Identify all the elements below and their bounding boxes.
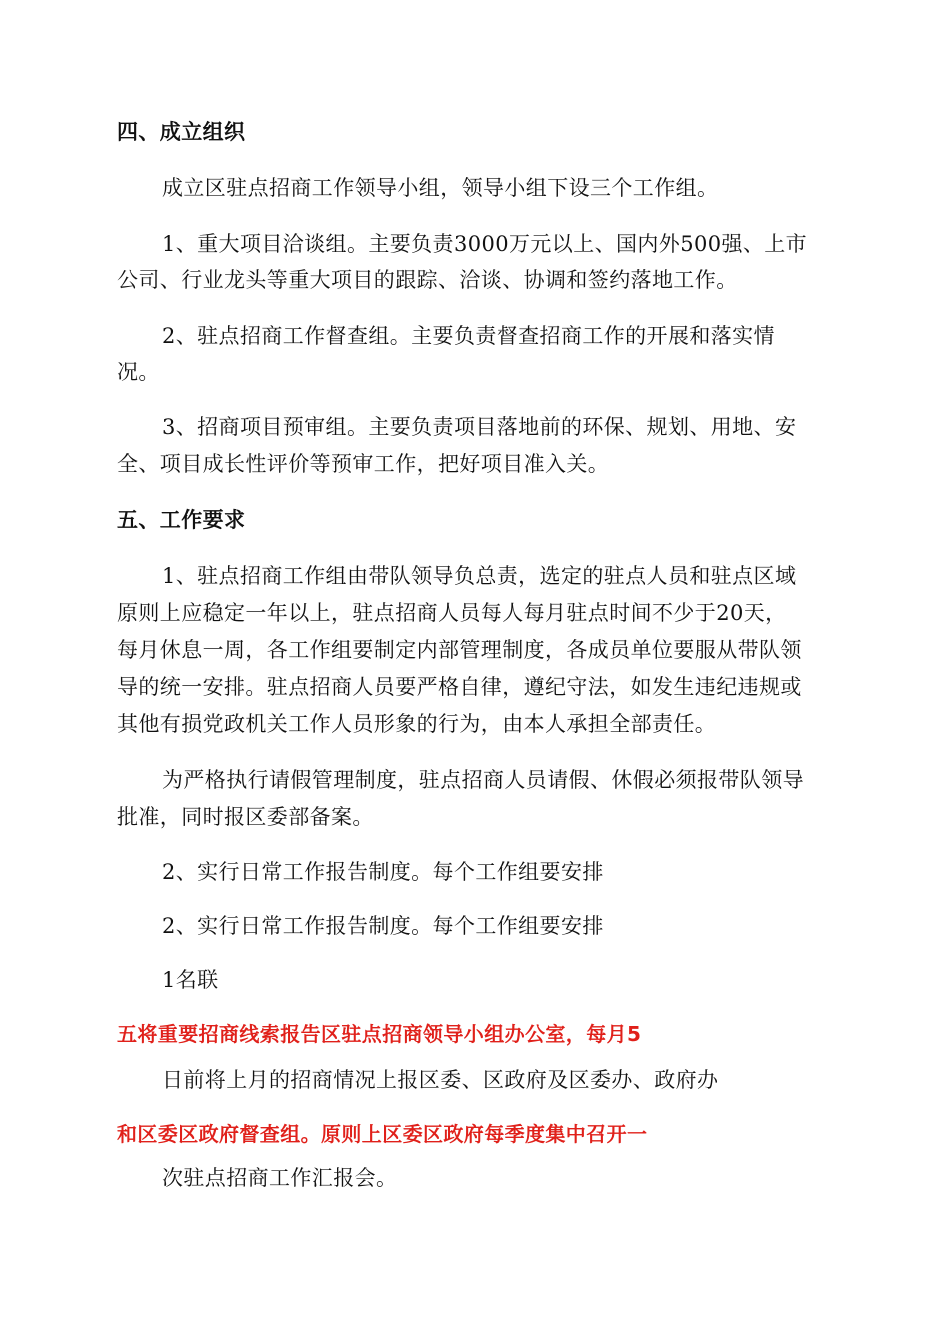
- paragraph-line: 成立区驻点招商工作领导小组，领导小组下设三个工作组。: [162, 176, 719, 200]
- paragraph-line: 日前将上月的招商情况上报区委、区政府及区委办、政府办: [162, 1068, 719, 1092]
- paragraph-line: 批准，同时报区委部备案。: [117, 805, 374, 829]
- paragraph-line: 次驻点招商工作汇报会。: [162, 1166, 398, 1190]
- highlighted-line: 五将重要招商线索报告区驻点招商领导小组办公室，每月5: [117, 1022, 642, 1046]
- paragraph-line: 况。: [117, 360, 160, 384]
- paragraph-line: 原则上应稳定一年以上，驻点招商人员每人每月驻点时间不少于20天，: [117, 601, 787, 625]
- section-heading-4: 四、成立组织: [117, 120, 246, 144]
- paragraph-line: 全、项目成长性评价等预审工作，把好项目准入关。: [117, 452, 610, 476]
- paragraph-line: 1、驻点招商工作组由带队领导负总责，选定的驻点人员和驻点区域: [162, 564, 797, 588]
- paragraph-line: 其他有损党政机关工作人员形象的行为，由本人承担全部责任。: [117, 712, 717, 736]
- paragraph-line: 每月休息一周，各工作组要制定内部管理制度，各成员单位要服从带队领: [117, 638, 802, 662]
- highlighted-line: 和区委区政府督查组。原则上区委区政府每季度集中召开一: [117, 1122, 648, 1146]
- section-heading-5: 五、工作要求: [117, 508, 246, 532]
- paragraph-line: 公司、行业龙头等重大项目的跟踪、洽谈、协调和签约落地工作。: [117, 268, 738, 292]
- paragraph-line: 1名联: [162, 968, 219, 992]
- paragraph-line: 1、重大项目洽谈组。主要负责3000万元以上、国内外500强、上市: [162, 232, 808, 256]
- paragraph-line: 2、驻点招商工作督查组。主要负责督查招商工作的开展和落实情: [162, 324, 775, 348]
- paragraph-line: 3、招商项目预审组。主要负责项目落地前的环保、规划、用地、安: [162, 415, 797, 439]
- paragraph-line: 2、实行日常工作报告制度。每个工作组要安排: [162, 914, 604, 938]
- paragraph-line: 2、实行日常工作报告制度。每个工作组要安排: [162, 860, 604, 884]
- paragraph-line: 为严格执行请假管理制度，驻点招商人员请假、休假必须报带队领导: [162, 768, 804, 792]
- paragraph-line: 导的统一安排。驻点招商人员要严格自律，遵纪守法，如发生违纪违规或: [117, 675, 802, 699]
